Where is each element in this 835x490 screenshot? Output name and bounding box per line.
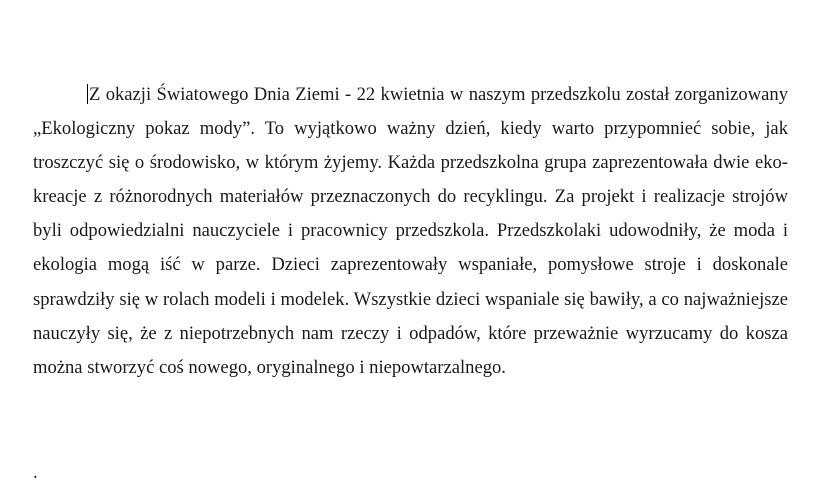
paragraph-text: Z okazji Światowego Dnia Ziemi - 22 kwietnia w naszym przedszkolu został zorganizowany „Ekologiczny pokaz mody”. To wyjątkowo ważny dzień, kiedy warto przypomnieć sobie, jak troszczyć się o środowisko, w którym żyjemy. Każda przedszkolna grupa zaprezentowała dwie eko-kreacje z różnorodnych materiałów przeznaczonych do recyklingu. Za projekt i realizacje strojów byli odpowiedzialni nauczyciele i pracownicy przedszkola. Przedszkolaki udowodniły, że moda i ekologia mogą iść w parze. Dzieci zaprezentowały wspaniałe, pomysłowe stroje i doskonale sprawdziły się w rolach modeli i modelek. Wszystkie dzieci wspaniale się bawiły, a co najważniejsze nauczyły się, że z niepotrzebnych nam rzeczy i odpadów, które przeważnie wyrzucamy do kosza można stworzyć coś nowego, oryginalnego i niepowtarzalnego.	[33, 84, 788, 378]
trailing-period: .	[33, 462, 38, 483]
text-cursor	[87, 84, 88, 104]
body-paragraph[interactable]	[33, 78, 788, 385]
